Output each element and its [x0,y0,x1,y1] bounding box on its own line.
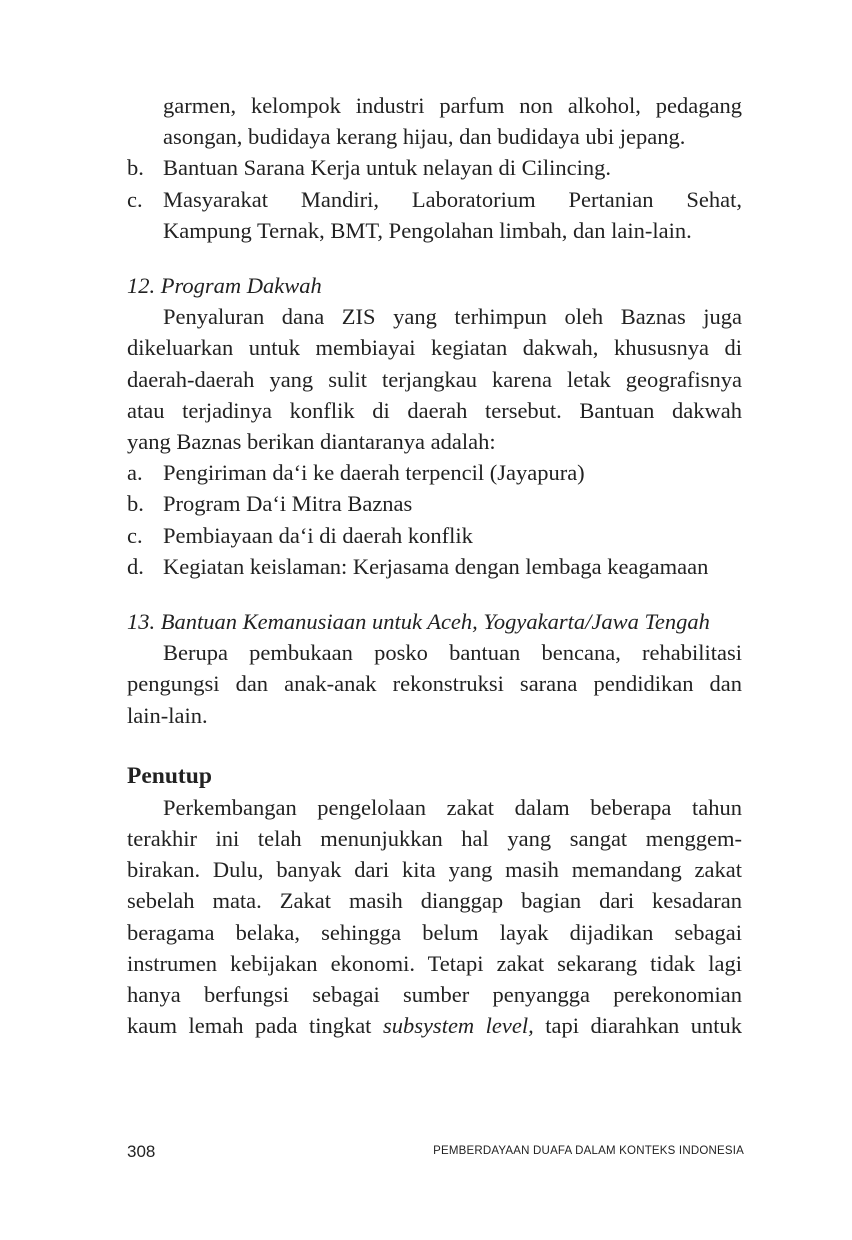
page-body [127,90,742,1041]
list-text: Pembiayaan da‘i di daerah konflik [163,522,473,548]
text-line: daerah-daerah yang sulit terjangkau karena letak geografisnya [127,366,742,392]
text-line: dikeluarkan untuk membiayai kegiatan dakwah, khususnya di [127,335,742,361]
text-line: lain-lain. [127,702,208,728]
list-text: Kegiatan keislaman: Kerjasama dengan lembaga keagamaan [163,553,709,579]
text-line: Masyarakat Mandiri, Laboratorium Pertanian Sehat, [163,186,742,212]
text-line: yang Baznas berikan diantaranya adalah: [127,429,496,455]
penutup-paragraph [127,792,742,1042]
text-line: Bantuan Sarana Kerja untuk nelayan di Cilincing. [163,155,612,181]
list-marker: c. [127,522,143,548]
text-line: Kampung Ternak, BMT, Pengolahan limbah, dan lain-lain. [163,217,692,243]
running-title: PEMBERDAYAAN DUAFA DALAM KONTEKS INDONESIA [433,1145,744,1157]
text-line: birakan. Dulu, banyak dari kita yang masih memandang zakat [127,857,742,883]
section-heading-13: 13. Bantuan Kemanusiaan untuk Aceh, Yogyakarta/Jawa Tengah [127,609,710,635]
list-marker: a. [127,460,143,486]
list-marker: b. [127,491,144,517]
list-item [127,457,742,488]
italic-term: subsystem level, [382,1013,534,1039]
text-line: Berupa pembukaan posko bantuan bencana, rehabilitasi [163,640,742,666]
text-line [127,1010,742,1041]
text-line: beragama belaka, sehingga belum layak dijadikan sebagai [127,919,742,945]
list-item [127,184,742,246]
list-text: Pengiriman da‘i ke daerah terpencil (Jayapura) [163,460,585,486]
text-line: asongan, budidaya kerang hijau, dan budidaya ubi jepang. [163,124,686,150]
list-marker: b. [127,155,144,181]
text-line: instrumen kebijakan ekonomi. Tetapi zakat sekarang tidak lagi [127,950,742,976]
page-footer [127,1142,744,1164]
list-marker: c. [127,186,143,212]
text-line: sebelah mata. Zakat masih dianggap bagian dari kesadaran [127,888,742,914]
text-run: kaum lemah pada tingkat [127,1013,383,1039]
section-13-paragraph [127,637,742,731]
text-run: tapi diarahkan untuk [533,1013,742,1039]
text-line: terakhir ini telah menunjukkan hal yang sangat menggem- [127,826,742,852]
continued-list-item [127,90,742,152]
text-line: Perkembangan pengelolaan zakat dalam beberapa tahun [163,794,742,820]
page-number: 308 [127,1142,156,1161]
list-item [127,152,742,183]
list-marker: d. [127,553,144,579]
section-heading-12: 12. Program Dakwah [127,273,322,299]
text-line: atau terjadinya konflik di daerah tersebut. Bantuan dakwah [127,397,742,423]
section-heading-penutup: Penutup [127,762,212,789]
text-line: Penyaluran dana ZIS yang terhimpun oleh Baznas juga [163,304,742,330]
section-12-paragraph [127,301,742,457]
list-item [127,520,742,551]
text-line: garmen, kelompok industri parfum non alkohol, pedagang [163,93,742,118]
list-item [127,551,742,582]
list-text: Program Da‘i Mitra Baznas [163,491,413,517]
text-line: pengungsi dan anak-anak rekonstruksi sarana pendidikan dan [127,671,742,697]
text-line: hanya berfungsi sebagai sumber penyangga perekonomian [127,982,742,1008]
list-item [127,488,742,519]
